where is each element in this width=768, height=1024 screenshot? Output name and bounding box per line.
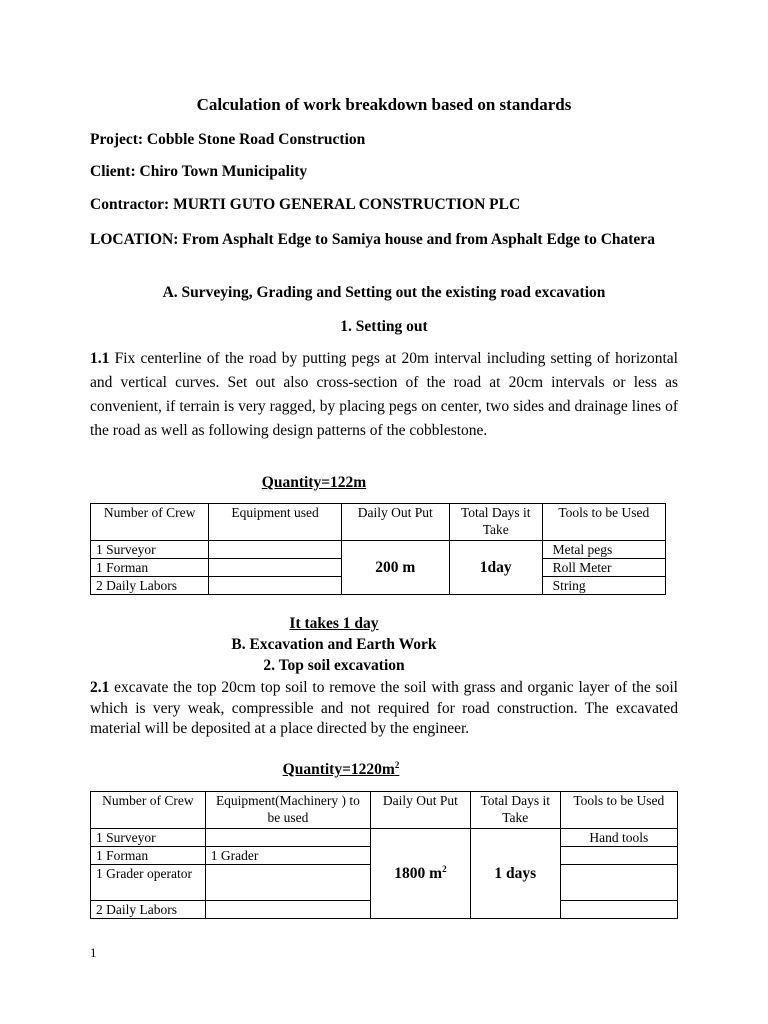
crew-cell: 2 Daily Labors: [91, 577, 209, 595]
equipment-cell: [205, 901, 370, 919]
setting-out-heading: 1. Setting out: [340, 318, 428, 335]
total-days-cell: 1 days: [470, 829, 560, 919]
crew-cell: 1 Grader operator: [91, 865, 206, 901]
total-days-cell: 1day: [449, 541, 542, 595]
equipment-cell: [205, 829, 370, 847]
table-row: [91, 829, 678, 847]
crew-cell: 1 Forman: [91, 559, 209, 577]
tools-cell: [560, 865, 677, 901]
client-line: Client: Chiro Town Municipality: [90, 163, 308, 180]
crew-cell: 2 Daily Labors: [91, 901, 206, 919]
header-crew: Number of Crew: [91, 792, 206, 829]
tools-cell: Roll Meter: [542, 559, 665, 577]
tools-cell: [560, 901, 677, 919]
tools-cell: [560, 847, 677, 865]
location-line: LOCATION: From Asphalt Edge to Samiya house and from Asphalt Edge to Chatera: [90, 231, 655, 248]
equipment-cell: [209, 577, 342, 595]
header-daily-output: Daily Out Put: [371, 792, 471, 829]
equipment-cell: [205, 865, 370, 901]
section-a-heading: A. Surveying, Grading and Setting out the existing road excavation: [162, 284, 606, 301]
equipment-cell: 1 Grader: [205, 847, 370, 865]
page-number: 1: [90, 945, 97, 960]
equipment-cell: [209, 541, 342, 559]
tools-cell: Hand tools: [560, 829, 677, 847]
header-total-days: Total Days it Take: [449, 504, 542, 541]
table-row: [91, 541, 666, 559]
top-soil-table: [90, 791, 678, 919]
item-1-1-paragraph: [90, 347, 678, 443]
project-line: Project: Cobble Stone Road Construction: [90, 131, 366, 148]
header-equipment: Equipment(Machinery ) to be used: [205, 792, 370, 829]
crew-cell: 1 Forman: [91, 847, 206, 865]
setting-out-table: [90, 503, 666, 595]
tools-cell: Metal pegs: [542, 541, 665, 559]
section-b-heading: B. Excavation and Earth Work: [231, 636, 437, 653]
item-2-1-number: 2.1: [90, 679, 110, 696]
crew-cell: 1 Surveyor: [91, 829, 206, 847]
header-daily-output: Daily Out Put: [341, 504, 449, 541]
crew-cell: 1 Surveyor: [91, 541, 209, 559]
header-crew: Number of Crew: [91, 504, 209, 541]
item-1-1-text: Fix centerline of the road by putting pegs at 20m interval including setting of horizontal and vertical curves. Set out also cross-section of the road at 20cm intervals or less as convenient, if terrain is very ragged, by placing pegs on center, two sides and drainage lines of the road as well as following design patterns of the cobblestone.: [90, 350, 678, 439]
quantity-b: [47, 761, 635, 779]
header-tools: Tools to be Used: [560, 792, 677, 829]
item-2-1-text: excavate the top 20cm top soil to remove the soil with grass and organic layer of the soil which is very weak, compressible and not required for road construction. The excavated material will be deposited at a place directed by the engineer.: [90, 679, 678, 737]
quantity-a: [20, 474, 608, 492]
header-tools: Tools to be Used: [542, 504, 665, 541]
item-2-1-paragraph: [90, 678, 678, 740]
quantity-a-text: Quantity=122m: [261, 474, 367, 491]
item-1-1-number: 1.1: [90, 350, 110, 367]
contractor-line: Contractor: MURTI GUTO GENERAL CONSTRUCTION PLC: [90, 196, 521, 213]
daily-output-cell: [371, 829, 471, 919]
tools-cell: String: [542, 577, 665, 595]
conclusion-a-text: It takes 1 day: [289, 615, 379, 632]
daily-output-sup: 2: [442, 863, 447, 874]
top-soil-heading: 2. Top soil excavation: [263, 657, 405, 674]
daily-output-cell: 200 m: [341, 541, 449, 595]
conclusion-a: [40, 615, 628, 633]
quantity-b-sup: 2: [394, 759, 400, 770]
document-title: Calculation of work breakdown based on standards: [196, 95, 572, 114]
header-equipment: Equipment used: [209, 504, 342, 541]
header-total-days: Total Days it Take: [470, 792, 560, 829]
equipment-cell: [209, 559, 342, 577]
daily-output-value: 1800 m: [394, 865, 443, 882]
quantity-b-text: Quantity=1220m: [282, 761, 395, 778]
